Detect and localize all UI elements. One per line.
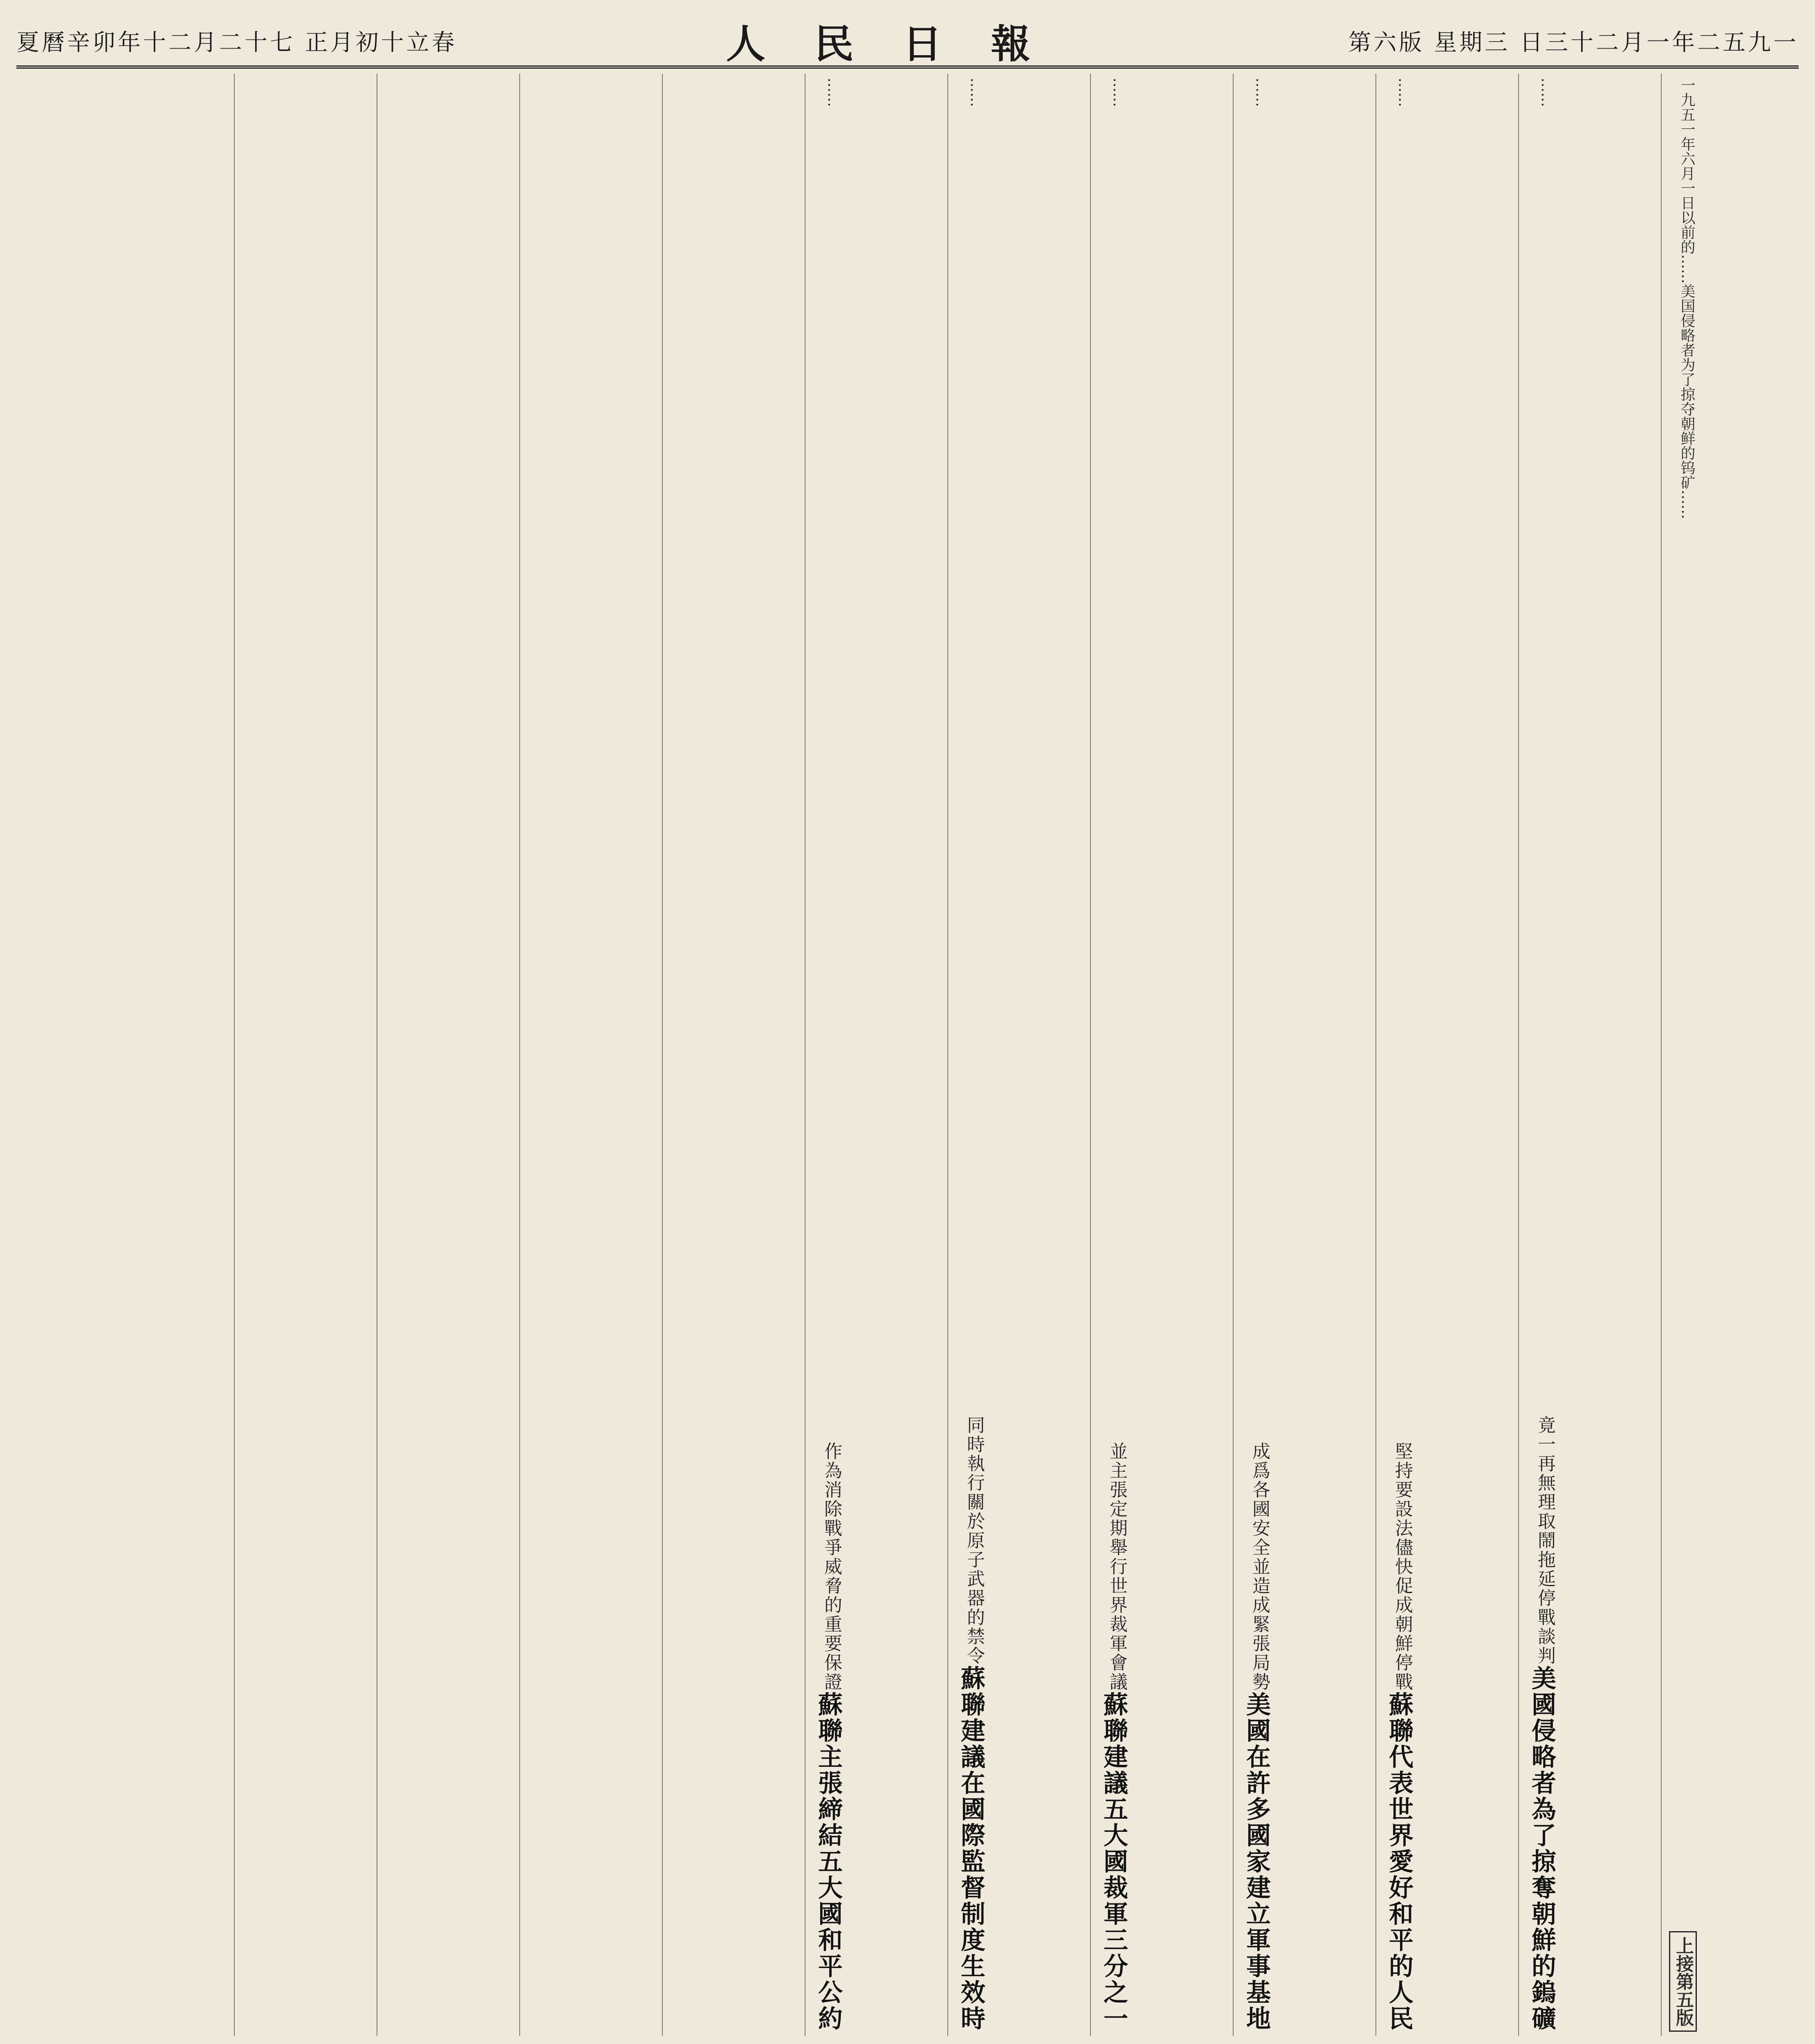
article-body: …… bbox=[825, 78, 841, 107]
article bbox=[951, 78, 986, 2032]
masthead bbox=[16, 16, 1799, 69]
masthead-date-lunar: 夏曆辛卯年十二月二十七 正月初十立春 bbox=[16, 29, 457, 56]
article-column bbox=[377, 74, 514, 2036]
article bbox=[1522, 78, 1557, 2032]
article bbox=[1094, 78, 1128, 2032]
article-body: 一九五一年六月一日以前的……美国侵略者为了掠夺朝鲜的钨矿…… bbox=[1678, 78, 1695, 519]
article-headline: 蘇聯代表世界愛好和平的人民 bbox=[1385, 1692, 1413, 2032]
article-body: …… bbox=[1110, 78, 1127, 107]
article-column bbox=[91, 74, 229, 2036]
article-headline: 蘇聯建議五大國裁軍三分之一 bbox=[1099, 1692, 1128, 2032]
article-body: …… bbox=[1395, 78, 1412, 107]
article-column bbox=[1090, 74, 1228, 2036]
article-body: …… bbox=[1253, 78, 1270, 107]
article-subhead: 同時執行關於原子武器的禁令 bbox=[964, 1416, 985, 1665]
article-subhead: 堅持要設法儘快促成朝鮮停戰 bbox=[1392, 1442, 1413, 1692]
article bbox=[1380, 78, 1414, 2032]
article-headline: 蘇聯主張締結五大國和平公約 bbox=[814, 1692, 843, 2032]
article-column bbox=[1375, 74, 1513, 2036]
article-subhead: 作為消除戰爭威脅的重要保證 bbox=[821, 1442, 842, 1692]
masthead-title: 人民日報 bbox=[726, 20, 1079, 67]
article-body: …… bbox=[967, 78, 984, 107]
article-subhead: 成爲各國安全並造成緊張局勢 bbox=[1249, 1442, 1270, 1692]
masthead-date-edition: 第六版 星期三 日三十二月一年二五九一 bbox=[1348, 29, 1799, 56]
article-columns bbox=[16, 74, 1799, 2036]
article-subhead: 竟一再無理取鬧拖延停戰談判 bbox=[1535, 1416, 1555, 1665]
article-column bbox=[1233, 74, 1371, 2036]
article-column bbox=[947, 74, 1085, 2036]
newspaper-page bbox=[16, 16, 1799, 2044]
article bbox=[809, 78, 843, 2032]
article-column bbox=[805, 74, 942, 2036]
article-body: …… bbox=[1538, 78, 1555, 107]
article bbox=[1665, 78, 1697, 2032]
article-subhead: 並主張定期舉行世界裁軍會議 bbox=[1106, 1442, 1127, 1692]
article-headline: 美國在許多國家建立軍事基地 bbox=[1242, 1692, 1271, 2032]
article-headline: 美國侵略者為了掠奪朝鮮的鎢礦 bbox=[1528, 1665, 1556, 2032]
article-column bbox=[234, 74, 372, 2036]
continuation-box: 上接第五版 bbox=[1669, 1931, 1697, 2032]
article bbox=[1237, 78, 1271, 2032]
article-headline: 蘇聯建議在國際監督制度生效時 bbox=[957, 1665, 985, 2032]
article-column bbox=[662, 74, 800, 2036]
article-column bbox=[1661, 74, 1799, 2036]
article-column bbox=[519, 74, 657, 2036]
article-column bbox=[1518, 74, 1656, 2036]
